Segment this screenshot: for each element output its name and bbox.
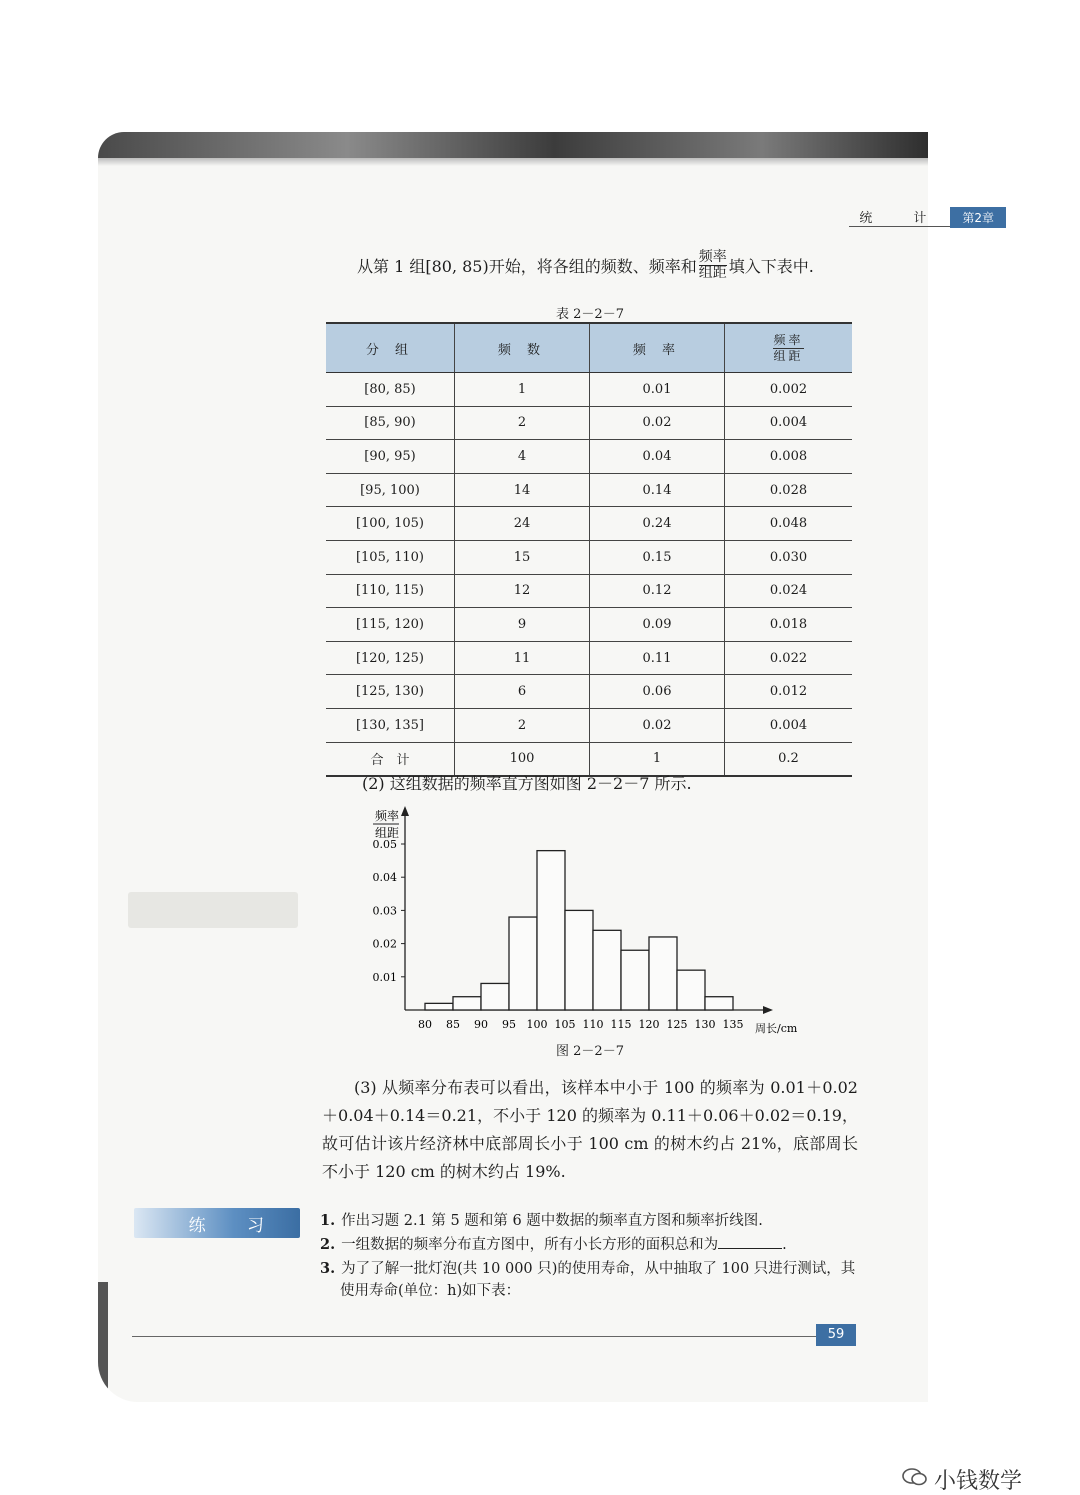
cell-group: 合 计 bbox=[326, 742, 455, 776]
y-label-denominator: 组距 bbox=[375, 826, 400, 840]
x-tick-label: 115 bbox=[610, 1018, 632, 1031]
histogram-bar bbox=[509, 917, 537, 1010]
watermark-text: 小钱数学 bbox=[934, 1469, 1023, 1494]
cell-group: [120, 125) bbox=[326, 641, 455, 675]
table-row bbox=[326, 440, 852, 474]
cell-freq-per-width: 0.024 bbox=[725, 574, 853, 608]
cell-count: 9 bbox=[455, 608, 590, 642]
exercise-text: 为了了解一批灯泡(共 10 000 只)的使用寿命，从中抽取了 100 只进行测试，其使用寿命(单位：h)如下表： bbox=[340, 1261, 856, 1299]
cell-frequency: 0.24 bbox=[590, 507, 725, 541]
y-tick-label: 0.03 bbox=[372, 904, 397, 918]
exercise-banner: 练 习 bbox=[134, 1208, 300, 1238]
paragraph-3: (3) 从频率分布表可以看出，该样本中小于 100 的频率为 0.01＋0.02＋0.04＋0.14＝0.21，不小于 120 的频率为 0.11＋0.06＋0.02＝0.19，故可估计该片经济林中底部周长小于 100 cm 的树木约占 21%，底部周长不小于 120 cm 的树木约占 19%. bbox=[322, 1078, 858, 1181]
header-frac-den: 组距 bbox=[773, 348, 804, 363]
exercise-number: 2. bbox=[320, 1236, 336, 1253]
cell-freq-per-width: 0.004 bbox=[725, 406, 853, 440]
histogram-bar bbox=[453, 997, 481, 1010]
exercise-text: 一组数据的频率分布直方图中，所有小长方形的面积总和为 bbox=[341, 1237, 719, 1253]
cell-freq-per-width: 0.2 bbox=[725, 742, 853, 776]
cell-frequency: 0.06 bbox=[590, 675, 725, 709]
cell-group: [90, 95) bbox=[326, 440, 455, 474]
paragraph-2: (2) 这组数据的频率直方图如图 2－2－7 所示. bbox=[362, 774, 692, 793]
histogram-bar bbox=[593, 930, 621, 1010]
cell-freq-per-width: 0.030 bbox=[725, 540, 853, 574]
cell-freq-per-width: 0.004 bbox=[725, 708, 853, 742]
x-axis-arrow bbox=[763, 1006, 773, 1014]
x-tick-label: 130 bbox=[694, 1018, 716, 1031]
x-tick-label: 110 bbox=[582, 1018, 604, 1031]
y-tick-label: 0.02 bbox=[372, 937, 397, 951]
header-freq-per-width bbox=[725, 323, 853, 373]
histogram-bar bbox=[565, 910, 593, 1010]
cell-group: [115, 120) bbox=[326, 608, 455, 642]
x-tick-label: 105 bbox=[554, 1018, 576, 1031]
histogram-bar bbox=[481, 983, 509, 1010]
frequency-table bbox=[326, 322, 852, 777]
cell-frequency: 1 bbox=[590, 742, 725, 776]
y-label-numerator: 频率 bbox=[375, 809, 400, 823]
histogram-bar bbox=[621, 950, 649, 1010]
wechat-icon bbox=[902, 1467, 928, 1493]
intro-sentence bbox=[357, 250, 814, 281]
cell-count: 15 bbox=[455, 540, 590, 574]
page-top-fade bbox=[98, 158, 928, 166]
cell-frequency: 0.15 bbox=[590, 540, 725, 574]
cell-frequency: 0.12 bbox=[590, 574, 725, 608]
x-tick-label: 90 bbox=[474, 1018, 488, 1031]
table-row bbox=[326, 608, 852, 642]
cell-group: [80, 85) bbox=[326, 373, 455, 407]
page-top-shadow bbox=[98, 132, 928, 158]
page-number: 59 bbox=[816, 1324, 856, 1346]
x-tick-label: 125 bbox=[666, 1018, 688, 1031]
cell-count: 4 bbox=[455, 440, 590, 474]
exercise-text: 作出习题 2.1 第 5 题和第 6 题中数据的频率直方图和频率折线图. bbox=[341, 1213, 763, 1229]
watermark bbox=[902, 1464, 1022, 1495]
x-tick-label: 80 bbox=[418, 1018, 432, 1031]
cell-freq-per-width: 0.018 bbox=[725, 608, 853, 642]
cell-group: [105, 110) bbox=[326, 540, 455, 574]
table-caption: 表 2－2－7 bbox=[556, 307, 624, 322]
cell-freq-per-width: 0.012 bbox=[725, 675, 853, 709]
chapter-badge: 第2章 bbox=[950, 207, 1006, 228]
y-tick-label: 0.05 bbox=[372, 838, 397, 851]
header-count: 频 数 bbox=[455, 323, 590, 373]
figure-caption: 图 2－2－7 bbox=[556, 1044, 624, 1059]
x-tick-label: 120 bbox=[638, 1018, 660, 1031]
exercise-number: 1. bbox=[320, 1212, 336, 1229]
exercise-item-1 bbox=[320, 1210, 860, 1232]
cell-frequency: 0.09 bbox=[590, 608, 725, 642]
cell-frequency: 0.14 bbox=[590, 473, 725, 507]
cell-group: [110, 115) bbox=[326, 574, 455, 608]
cell-count: 12 bbox=[455, 574, 590, 608]
cell-count: 2 bbox=[455, 406, 590, 440]
table-row bbox=[326, 373, 852, 407]
table-row bbox=[326, 708, 852, 742]
chapter-header bbox=[849, 208, 1006, 226]
cell-frequency: 0.02 bbox=[590, 406, 725, 440]
footer-rule bbox=[132, 1336, 822, 1337]
histogram-bar bbox=[425, 1003, 453, 1010]
table-row bbox=[326, 574, 852, 608]
histogram-bar bbox=[537, 851, 565, 1010]
cell-group: [85, 90) bbox=[326, 406, 455, 440]
cell-group: [95, 100) bbox=[326, 473, 455, 507]
cell-count: 24 bbox=[455, 507, 590, 541]
table-row bbox=[326, 641, 852, 675]
table-row bbox=[326, 507, 852, 541]
fraction-denominator: 组距 bbox=[698, 265, 727, 281]
cell-freq-per-width: 0.048 bbox=[725, 507, 853, 541]
x-tick-label: 85 bbox=[446, 1018, 460, 1031]
cell-frequency: 0.01 bbox=[590, 373, 725, 407]
cell-group: [125, 130) bbox=[326, 675, 455, 709]
histogram-bar bbox=[705, 997, 733, 1010]
cell-count: 14 bbox=[455, 473, 590, 507]
cell-count: 1 bbox=[455, 373, 590, 407]
y-tick-label: 0.04 bbox=[372, 871, 397, 885]
page-side-shadow bbox=[98, 1282, 108, 1402]
cell-frequency: 0.02 bbox=[590, 708, 725, 742]
exercise-item-3 bbox=[320, 1258, 860, 1302]
table-row bbox=[326, 675, 852, 709]
header-frequency: 频 率 bbox=[590, 323, 725, 373]
cell-count: 2 bbox=[455, 708, 590, 742]
cell-freq-per-width: 0.028 bbox=[725, 473, 853, 507]
exercise-item-2 bbox=[320, 1234, 860, 1256]
cell-freq-per-width: 0.022 bbox=[725, 641, 853, 675]
cell-count: 11 bbox=[455, 641, 590, 675]
y-tick-label: 0.01 bbox=[372, 970, 397, 984]
intro-prefix: 从第 1 组[80, 85)开始，将各组的频数、频率和 bbox=[357, 257, 697, 276]
x-tick-label: 135 bbox=[722, 1018, 744, 1031]
intro-suffix: 填入下表中. bbox=[728, 257, 814, 276]
answer-blank[interactable] bbox=[718, 1234, 782, 1249]
cell-group: [130, 135] bbox=[326, 708, 455, 742]
cell-count: 6 bbox=[455, 675, 590, 709]
chapter-label: 统 计 bbox=[849, 207, 950, 227]
cell-freq-per-width: 0.002 bbox=[725, 373, 853, 407]
cell-freq-per-width: 0.008 bbox=[725, 440, 853, 474]
intro-fraction bbox=[699, 250, 727, 281]
header-frac-num: 频率 bbox=[773, 332, 804, 347]
bleed-through-block bbox=[128, 892, 298, 928]
y-axis-arrow bbox=[401, 806, 409, 816]
histogram-bar bbox=[677, 970, 705, 1010]
histogram-bar bbox=[649, 937, 677, 1010]
x-tick-label: 100 bbox=[526, 1018, 548, 1031]
frequency-histogram bbox=[360, 800, 820, 1042]
cell-group: [100, 105) bbox=[326, 507, 455, 541]
cell-count: 100 bbox=[455, 742, 590, 776]
x-tick-label: 95 bbox=[502, 1018, 516, 1031]
table-header-row bbox=[326, 323, 852, 373]
table-row bbox=[326, 540, 852, 574]
exercise-number: 3. bbox=[320, 1260, 336, 1277]
exercise-end: . bbox=[782, 1237, 787, 1253]
cell-frequency: 0.04 bbox=[590, 440, 725, 474]
fraction-numerator: 频率 bbox=[698, 249, 727, 265]
table-row bbox=[326, 406, 852, 440]
table-row bbox=[326, 473, 852, 507]
cell-frequency: 0.11 bbox=[590, 641, 725, 675]
header-group: 分 组 bbox=[326, 323, 455, 373]
x-axis-unit: 周长/cm bbox=[755, 1022, 798, 1035]
